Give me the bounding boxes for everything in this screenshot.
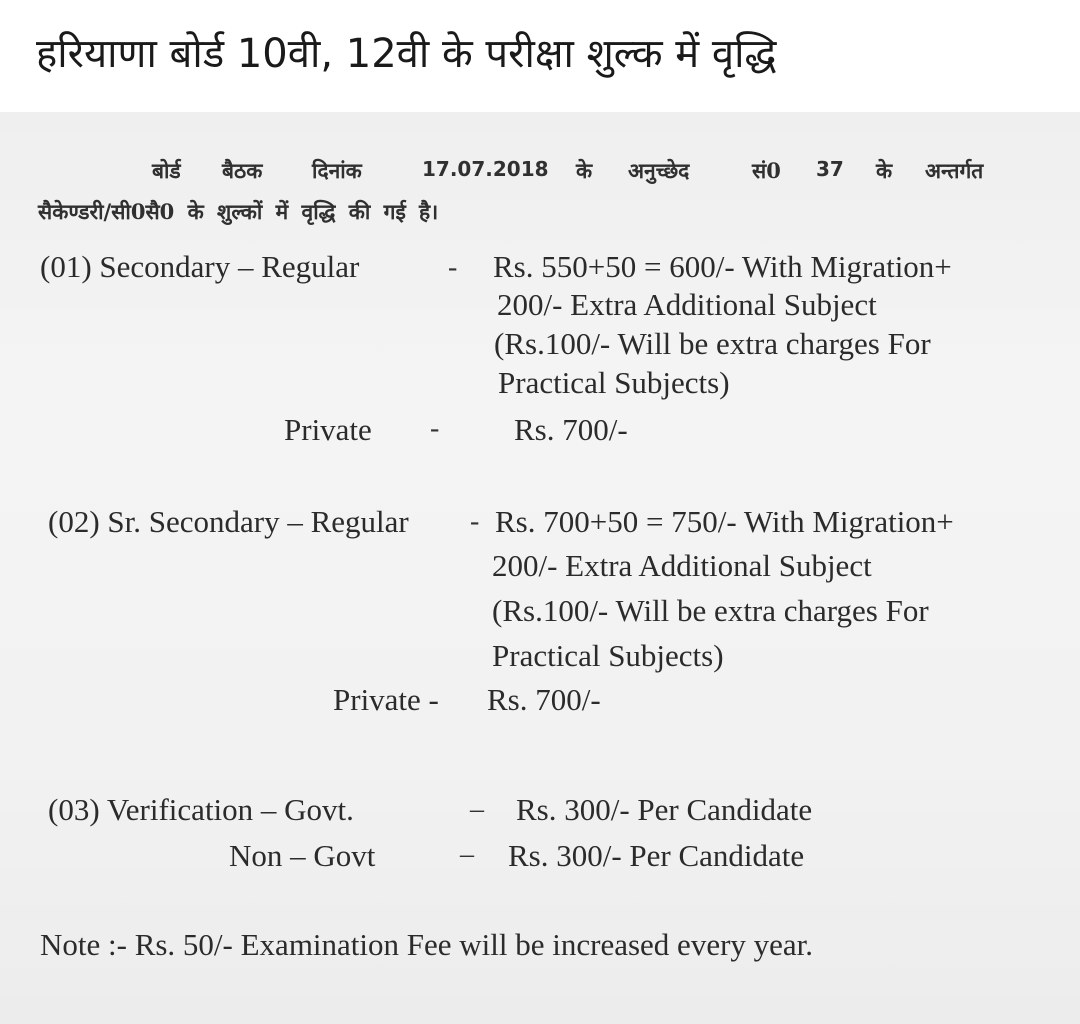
intro-line-2: सैकेण्डरी/सी0सै0 के शुल्कों में वृद्धि की गई है। [38, 199, 439, 224]
intro-word: दिनांक [312, 158, 362, 183]
intro-word: अनुच्छेद [628, 158, 690, 183]
secondary-fee-line: 200/- Extra Additional Subject [497, 287, 877, 322]
secondary-separator: - [448, 252, 458, 283]
intro-word: बैठक [222, 158, 263, 183]
intro-word: सं0 [752, 158, 781, 183]
sr-secondary-heading: (02) Sr. Secondary – Regular [48, 504, 409, 539]
verification-nongovt-label: Non – Govt [229, 838, 376, 873]
verification-nongovt-separator: – [460, 839, 474, 870]
intro-word: बोर्ड [152, 158, 181, 183]
secondary-heading: (01) Secondary – Regular [40, 249, 360, 284]
secondary-private-label: Private [284, 412, 372, 447]
article-headline: हरियाणा बोर्ड 10वी, 12वी के परीक्षा शुल्क में वृद्धि [0, 0, 1080, 112]
sr-secondary-fee-line: 200/- Extra Additional Subject [492, 548, 872, 583]
verification-nongovt-fee: Rs. 300/- Per Candidate [508, 838, 805, 873]
secondary-fee-line: Rs. 550+50 = 600/- With Migration+ [493, 249, 952, 284]
scanned-notice [0, 112, 1080, 1024]
sr-secondary-fee-line: Practical Subjects) [492, 638, 724, 673]
intro-word: के [576, 158, 593, 183]
fee-note: Note :- Rs. 50/- Examination Fee will be increased every year. [40, 927, 814, 962]
verification-govt-fee: Rs. 300/- Per Candidate [516, 792, 813, 827]
sr-secondary-fee-line: (Rs.100/- Will be extra charges For [492, 593, 929, 628]
sr-secondary-private-fee: Rs. 700/- [487, 682, 601, 717]
sr-secondary-fee-line: Rs. 700+50 = 750/- With Migration+ [495, 504, 954, 539]
paragraph-number: 37 [816, 157, 844, 181]
intro-word: अन्तर्गत [925, 158, 984, 183]
secondary-private-separator: - [430, 413, 440, 444]
secondary-fee-line: Practical Subjects) [498, 365, 730, 400]
sr-secondary-private-label: Private - [333, 682, 439, 717]
meeting-date: 17.07.2018 [422, 157, 549, 181]
verification-separator: – [470, 794, 484, 825]
secondary-fee-line: (Rs.100/- Will be extra charges For [494, 326, 931, 361]
intro-word: के [876, 158, 893, 183]
secondary-private-fee: Rs. 700/- [514, 412, 628, 447]
verification-heading: (03) Verification – Govt. [48, 792, 354, 827]
sr-secondary-separator: - [470, 506, 480, 537]
